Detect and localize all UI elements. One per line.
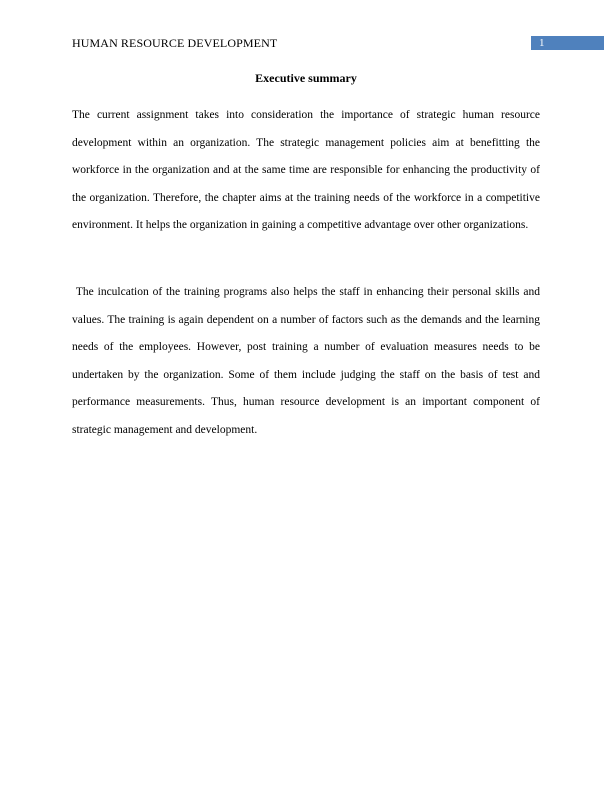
document-heading: Executive summary bbox=[255, 71, 357, 85]
paragraph-2: The inculcation of the training programs also helps the staff in enhancing their personal skills and values. The training is again dependent on a number of factors such as the demands and the learning needs of the employees. However, post training a number of evaluation measures needs to be undertaken by the organization. Some of them include judging the staff on the basis of test and performance measurements. Thus, human resource development is an important component of strategic management and development. bbox=[72, 286, 543, 436]
running-header-title: HUMAN RESOURCE DEVELOPMENT bbox=[72, 36, 278, 50]
page-number: 1 bbox=[539, 37, 545, 49]
page-number-box bbox=[531, 36, 604, 50]
paragraph-1: The current assignment takes into consideration the importance of strategic human resource development within an organization. The strategic management policies aim at benefitting the workforce in the organization and at the same time are responsible for enhancing the productivity of the organization. Therefore, the chapter aims at the training needs of the workforce in a competitive environment. It helps the organization in gaining a competitive advantage over other organizations. bbox=[72, 109, 540, 231]
